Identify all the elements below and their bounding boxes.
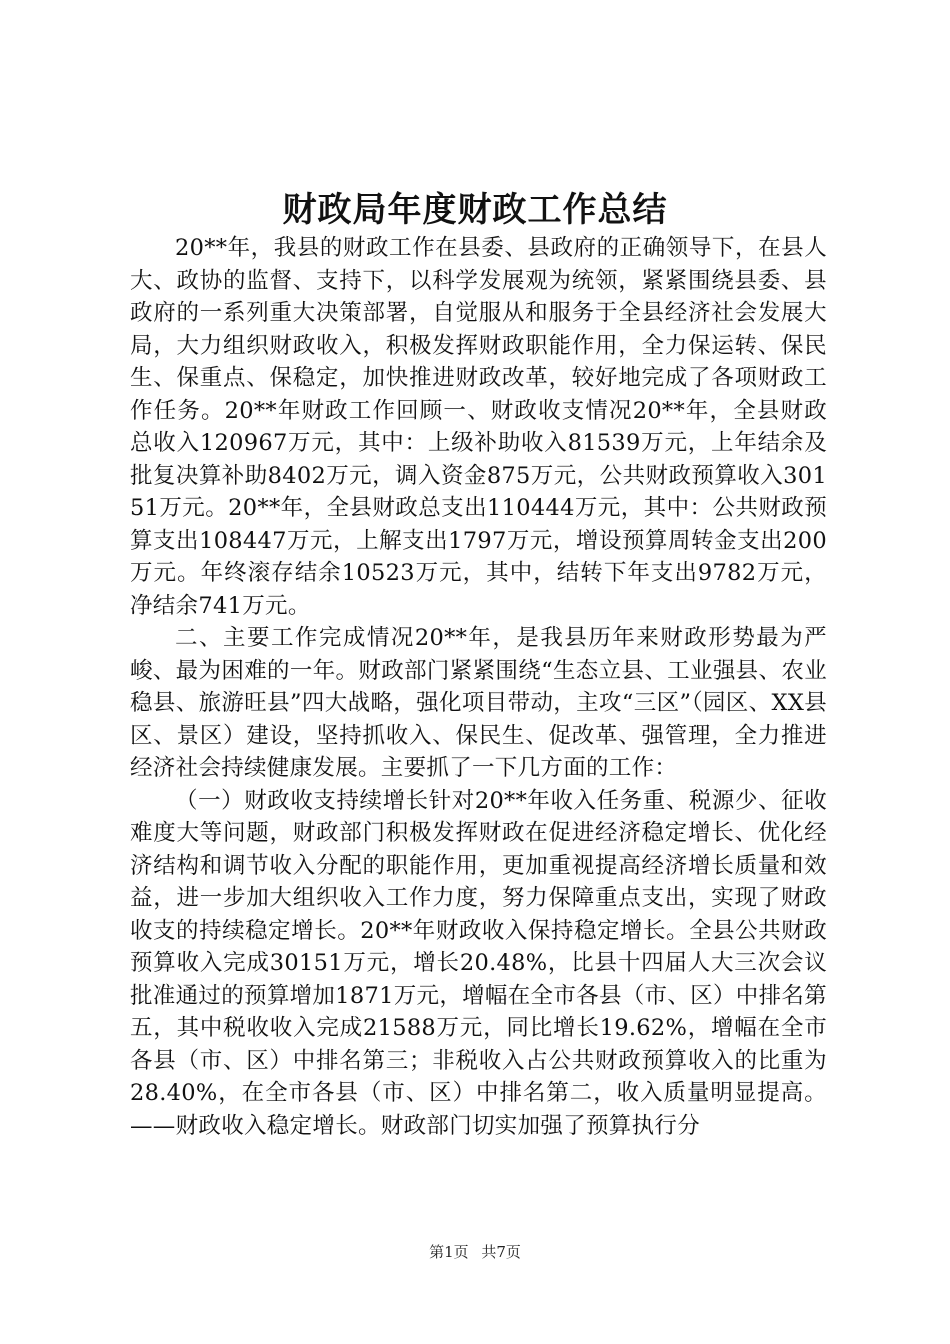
paragraph-2: 二、主要工作完成情况20**年，是我县历年来财政形势最为严峻、最为困难的一年。财政部门紧紧围绕“生态立县、工业强县、农业稳县、旅游旺县”四大战略，强化项目带动，主攻“三区”（园区、XX县区、景区）建设，坚持抓收入、保民生、促改革、强管理，全力推进经济社会持续健康发展。主要抓了一下几方面的工作： (130, 625, 827, 781)
page-title: 财政局年度财政工作总结 (282, 190, 668, 230)
document-body (130, 232, 827, 1142)
page-total: 共7页 (481, 1243, 521, 1261)
paragraph-1: 20**年，我县的财政工作在县委、县政府的正确领导下，在县人大、政协的监督、支持下，以科学发展观为统领，紧紧围绕县委、县政府的一系列重大决策部署，自觉服从和服务于全县经济社会发展大局，大力组织财政收入，积极发挥财政职能作用，全力保运转、保民生、保重点、保稳定，加快推进财政改革，较好地完成了各项财政工作任务。20**年财政工作回顾一、财政收支情况20**年，全县财政总收入120967万元，其中：上级补助收入81539万元，上年结余及批复决算补助8402万元，调入资金875万元，公共财政预算收入30151万元。20**年，全县财政总支出110444万元，其中：公共财政预算支出108447万元，上解支出1797万元，增设预算周转金支出200万元。年终滚存结余10523万元，其中，结转下年支出9782万元，净结余741万元。 (130, 235, 827, 619)
page-footer (0, 1242, 950, 1262)
page-number: 第1页 (429, 1243, 469, 1261)
paragraph-3: （一）财政收支持续增长针对20**年收入任务重、税源少、征收难度大等问题，财政部门积极发挥财政在促进经济稳定增长、优化经济结构和调节收入分配的职能作用，更加重视提高经济增长质量和效益，进一步加大组织收入工作力度，努力保障重点支出，实现了财政收支的持续稳定增长。20**年财政收入保持稳定增长。全县公共财政预算收入完成30151万元，增长20.48%，比县十四届人大三次会议批准通过的预算增加1871万元，增幅在全市各县（市、区）中排名第五，其中税收收入完成21588万元，同比增长19.62%，增幅在全市各县（市、区）中排名第三；非税收入占公共财政预算收入的比重为28.40%，在全市各县（市、区）中排名第二，收入质量明显提高。——财政收入稳定增长。财政部门切实加强了预算执行分 (130, 787, 827, 1139)
